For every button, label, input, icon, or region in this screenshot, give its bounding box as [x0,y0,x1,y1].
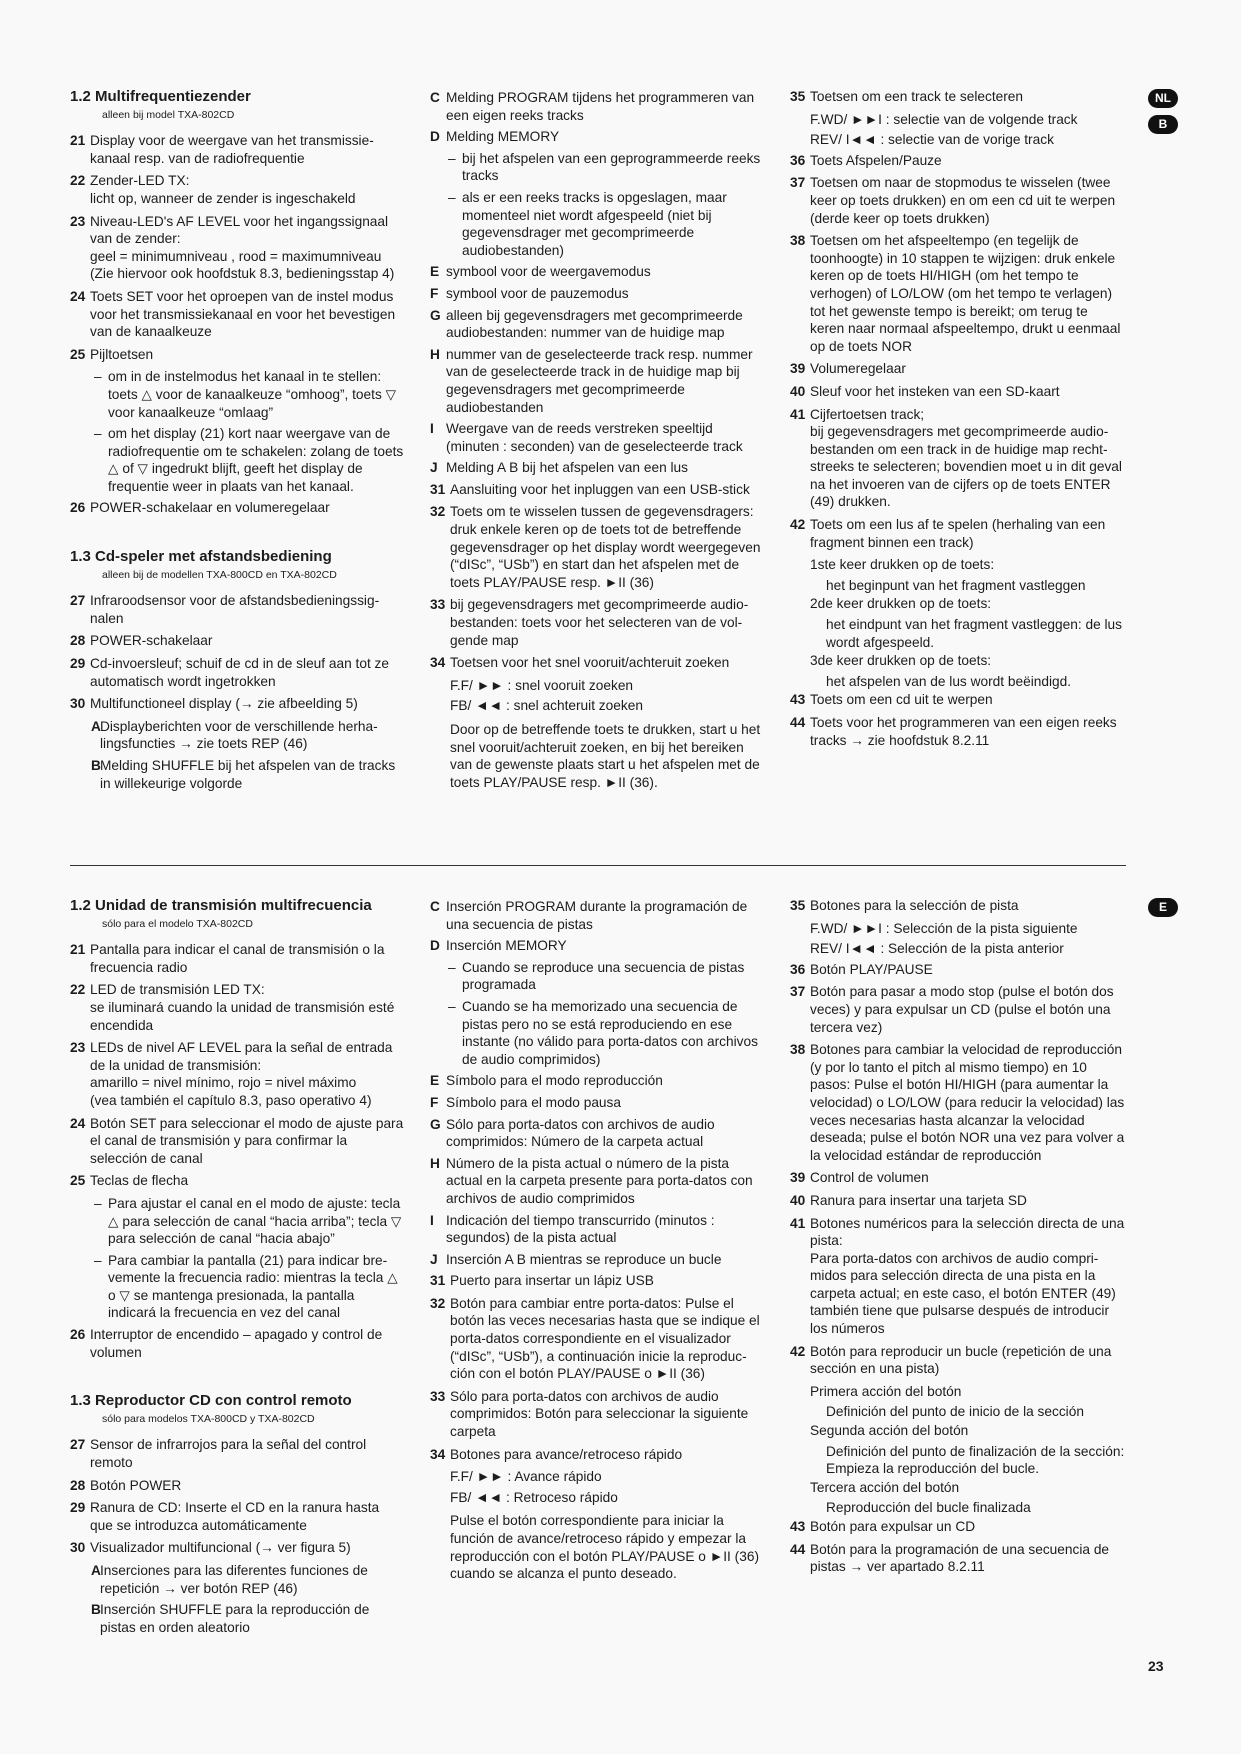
es-column-3 [790,897,1125,1581]
list-subitem: F.WD/ ►►I : selectie van de volgende track [810,111,1078,127]
list-item: 34 Botones para avance/retroceso rápido [430,1446,683,1462]
list-subitem: B Melding SHUFFLE bij het afspelen van de tracks in willekeurige volgorde [91,758,396,791]
list-item: 24 Toets SET voor het oproepen van de instel modus voor het transmissiekanaal en voor het bevestigen van de kanaalkeuze [70,288,396,340]
list-subitem: Definición del punto de inicio de la sección [826,1404,1084,1420]
list-subitem: – Cuando se ha memorizado una secuencia de pistas pero no se está reproduciendo en ese instante (no válido para porta-datos con archivos de audio comprimidos) [448,998,758,1067]
list-subitem: F.WD/ ►►I : Selección de la pista siguiente [810,920,1078,936]
list-item: 32 Botón para cambiar entre porta-datos: Pulse el botón las veces necesarias hasta que se indique el porta-datos correspondiente en el visualizador (“dISc”, “USb”), a continuación inicie la reproducción con el botón PLAY/PAUSE o ►II (36) [430,1295,760,1382]
list-item: 36 Botón PLAY/PAUSE [790,961,933,977]
list-item: 42 Toets om een lus af te spelen (herhaling van een fragment binnen een track) [790,517,1106,550]
paragraph: Pulse el botón correspondiente para iniciar la función de avance/retroceso rápido y empezar la reproducción con el botón PLAY/PAUSE o ►II (36) cuando se alcanza el punto deseado. [450,1513,760,1582]
list-item: 33 Sólo para porta-datos con archivos de audio comprimidos: Botón para seleccionar la siguiente carpeta [430,1388,749,1440]
list-item: 22 Zender-LED TX: licht op, wanneer de zender is ingeschakeld [70,173,356,206]
list-item: 35 Toetsen om een track te selecteren [790,89,1024,104]
list-subitem: F symbool voor de pauzemodus [430,285,629,301]
list-item: 40 Ranura para insertar una tarjeta SD [790,1192,1027,1208]
list-subitem: – om het display (21) kort naar weergave van de radiofrequentie om te schakelen: zolang de toets △ of ▽ ingedrukt blijft, geeft het display de frequentie weer in plaats van het kanaal. [94,426,404,494]
list-item: 34 Toetsen voor het snel vooruit/achteruit zoeken [430,655,730,671]
list-subitem: F.F/ ►► : Avance rápido [450,1469,602,1485]
list-item: 37 Botón para pasar a modo stop (pulse el botón dos veces) y para expulsar un CD (pulse el botón una tercera vez) [790,984,1114,1035]
section-title: 1.2 Unidad de transmisión multifrecuencia [70,897,372,914]
list-item: 30 Multifunctioneel display (→ zie afbeelding 5) [70,696,358,712]
list-subitem: het eindpunt van het fragment vastleggen: de lus wordt afgespeeld. [826,617,1123,650]
es-column-2 [430,897,765,1583]
list-subitem: C Melding PROGRAM tijdens het programmeren van een eigen reeks tracks [430,90,755,123]
list-subitem: D Melding MEMORY [430,129,560,145]
list-item: 33 bij gegevensdragers met gecomprimeerde audiobestanden: toets voor het selecteren van de volgende map [430,597,749,648]
list-subitem: Segunda acción del botón [810,1423,969,1439]
list-subitem: H nummer van de geselecteerde track resp. nummer van de geselecteerde track in de huidige map bij gegevensdragers met gecomprimeerde audiobestanden [430,346,753,415]
list-subitem: J Melding A B bij het afspelen van een lus [430,460,688,476]
section-title: 1.2 Multifrequentiezender [70,88,251,105]
list-subitem: FB/ ◄◄ : snel achteruit zoeken [450,698,643,714]
list-item: 27 Infraroodsensor voor de afstandsbedieningssignalen [70,593,380,626]
section-title: 1.3 Cd-speler met afstandsbediening [70,548,332,566]
list-subitem: – bij het afspelen van een geprogrammeerde reeks tracks [448,150,761,184]
list-subitem: – Para ajustar el canal en el modo de ajuste: tecla △ para selección de canal “hacia arriba”; tecla ▽ para selección de canal “hacia abajo” [94,1195,402,1247]
list-subitem: – Cuando se reproduce una secuencia de pistas programada [448,959,745,993]
list-item: 29 Cd-invoersleuf; schuif de cd in de sleuf aan tot ze automatisch wordt ingetrokken [70,656,390,689]
list-item: 37 Toetsen om naar de stopmodus te wisselen (twee keer op toets drukken) en om een cd uit te werpen (derde keer op toets drukken) [790,175,1116,226]
list-item: 29 Ranura de CD: Inserte el CD en la ranura hasta que se introduzca automáticamente [70,1500,380,1533]
list-subitem: REV/ I◄◄ : Selección de la pista anterior [810,941,1064,957]
list-item: 41 Cijfertoetsen track; bij gegevensdragers met gecomprimeerde audiobestanden om een track in de huidige map rechtstreeks te selecteren; bovendien moet u in dit geval na het invoeren van de cijfers op de toets ENTER (49) drukken. [790,406,1122,510]
list-subitem: E symbool voor de weergavemodus [430,264,651,280]
list-subitem: G Sólo para porta-datos con archivos de audio comprimidos: Número de la carpeta actual [430,1116,715,1150]
list-item: 26 POWER-schakelaar en volumeregelaar [70,500,330,516]
list-subitem: I Indicación del tiempo transcurrido (minutos : segundos) de la pista actual [430,1212,715,1246]
list-item: 44 Toets voor het programmeren van een eigen reeks tracks → zie hoofdstuk 8.2.11 [790,715,1117,748]
list-item: 25 Teclas de flecha [70,1173,189,1189]
list-item: 30 Visualizador multifuncional (→ ver figura 5) [70,1540,351,1556]
language-badge-e: E [1148,898,1178,917]
list-item: 32 Toets om te wisselen tussen de gegevensdragers: druk enkele keren op de toets tot de betreffende gegevensdrager op het display wordt weergegeven (“dISc”, “USb”) en start dan het afspelen met de toets PLAY/PAUSE resp. ►II (36) [430,504,761,590]
list-item: 39 Volumeregelaar [790,361,906,377]
list-item: 43 Toets om een cd uit te werpen [790,692,993,708]
list-subitem: – als er een reeks tracks is opgeslagen, maar momenteel niet wordt afgespeeld (niet bij gegevensdrager met gecomprimeerde audiobestanden) [448,189,727,258]
list-item: 31 Puerto para insertar un lápiz USB [430,1273,654,1289]
list-item: 25 Pijltoetsen [70,346,154,362]
list-subitem: B Inserción SHUFFLE para la reproducción de pistas en orden aleatorio [91,1602,370,1635]
list-subitem: 2de keer drukken op de toets: [810,596,992,612]
section-title: 1.3 Reproductor CD con control remoto [70,1392,352,1410]
list-item: 40 Sleuf voor het insteken van een SD-kaart [790,383,1060,399]
list-item: 31 Aansluiting voor het inpluggen van een USB-stick [430,481,750,497]
list-subitem: E Símbolo para el modo reproducción [430,1073,663,1089]
list-item: 23 Niveau-LED's AF LEVEL voor het ingangssignaal van de zender: geel = minimumniveau , rood = maximumniveau (Zie hiervoor ook hoofdstuk 8.3, bedieningsstap 4) [70,213,395,282]
list-item: 35 Botones para la selección de pista [790,898,1019,913]
list-subitem: Primera acción del botón [810,1383,962,1399]
language-badge-nl: NL [1148,89,1178,108]
list-subitem: G alleen bij gegevensdragers met gecomprimeerde audiobestanden: nummer van de huidige map [430,307,743,341]
list-subitem: – om in de instelmodus het kanaal in te stellen: toets △ voor de kanaalkeuze “omhoog”, toets ▽ voor kanaalkeuze “omlaag” [94,369,397,420]
list-item: 43 Botón para expulsar un CD [790,1519,976,1534]
list-subitem: Tercera acción del botón [810,1479,960,1495]
list-subitem: A Displayberichten voor de verschillende herhalingsfuncties → zie toets REP (46) [91,718,378,752]
list-subitem: H Número de la pista actual o número de la pista actual en la carpeta presente para porta-datos con archivos de audio comprimidos [430,1155,753,1206]
nl-column-1 [70,88,405,796]
list-item: 21 Display voor de weergave van het transmissiekanaal resp. van de radiofrequentie [70,133,374,166]
es-column-1 [70,897,405,1640]
list-item: 21 Pantalla para indicar el canal de transmisión o la frecuencia radio [70,942,385,975]
list-item: 38 Toetsen om het afspeeltempo (en tegelijk de toonhoogte) in 10 stappen te wijzigen: druk enkele keren op de toets HI/HIGH (om het tempo te verhogen) of LO/LOW (om het tempo te verlagen) tot het gewenste tempo is bereikt; om terug te keren naar normaal afspeeltempo, drukt u eenmaal op de toets NOR [790,233,1121,354]
list-item: 22 LED de transmisión LED TX: se iluminará cuando la unidad de transmisión esté encendida [70,982,395,1033]
list-item: 41 Botones numéricos para la selección directa de una pista: Para porta-datos con archivos de audio comprimidos para selección directa de una pista en la carpeta actual; en este caso, el botón ENTER (49) también tiene que pulsarse después de introducir los números [790,1215,1125,1337]
section-subtitle: sólo para modelos TXA-800CD y TXA-802CD [102,1412,315,1425]
section-divider [70,865,1126,866]
list-item: 24 Botón SET para seleccionar el modo de ajuste para el canal de transmisión y para confirmar la selección de canal [70,1115,404,1166]
list-subitem: I Weergave van de reeds verstreken speeltijd (minuten : seconden) van de geselecteerde track [430,421,743,454]
list-subitem: Definición del punto de finalización de la sección: Empieza la reproducción del bucle. [826,1443,1125,1477]
list-subitem: FB/ ◄◄ : Retroceso rápido [450,1489,618,1505]
section-subtitle: alleen bij de modellen TXA-800CD en TXA-802CD [102,568,337,581]
list-subitem: F Símbolo para el modo pausa [430,1094,622,1110]
list-subitem: J Inserción A B mientras se reproduce un bucle [430,1251,722,1267]
list-subitem: 3de keer drukken op de toets: [810,653,992,669]
list-subitem: C Inserción PROGRAM durante la programación de una secuencia de pistas [430,899,748,932]
list-item: 39 Control de volumen [790,1170,929,1186]
list-subitem: Reproducción del bucle finalizada [826,1500,1031,1516]
list-item: 26 Interruptor de encendido – apagado y control de volumen [70,1327,383,1360]
list-item: 44 Botón para la programación de una secuencia de pistas → ver apartado 8.2.11 [790,1541,1110,1575]
list-item: 36 Toets Afspelen/Pauze [790,152,942,168]
list-subitem: het beginpunt van het fragment vastleggen [826,577,1086,593]
page-number: 23 [1148,1658,1164,1674]
list-subitem: D Inserción MEMORY [430,938,567,954]
section-subtitle: alleen bij model TXA-802CD [102,108,235,121]
list-item: 42 Botón para reproducir un bucle (repetición de una sección en una pista) [790,1343,1112,1377]
list-item: 28 Botón POWER [70,1477,182,1493]
language-badge-b: B [1148,115,1178,134]
list-subitem: A Inserciones para las diferentes funciones de repetición → ver botón REP (46) [91,1563,368,1596]
list-subitem: – Para cambiar la pantalla (21) para indicar brevemente la frecuencia radio: mientras la tecla △ o ▽ se mantenga presionada, la pantalla indicará la frecuencia en vez del canal [94,1252,398,1321]
section-subtitle: sólo para el modelo TXA-802CD [102,917,253,930]
list-subitem: REV/ I◄◄ : selectie van de vorige track [810,132,1054,148]
list-item: 38 Botones para cambiar la velocidad de reproducción (y por lo tanto el pitch al mismo tiempo) en 10 pasos: Pulse el botón HI/HIGH (para aumentar la velocidad) o LO/LOW (para reducir la velocidad) las veces necesarias hasta alcanzar la velocidad deseada; pulse el botón NOR una vez para volver a la velocidad estándar de reproducción [790,1042,1125,1163]
list-subitem: het afspelen van de lus wordt beëindigd. [826,673,1072,689]
list-subitem: F.F/ ►► : snel vooruit zoeken [450,677,634,693]
list-subitem: 1ste keer drukken op de toets: [810,557,995,573]
paragraph: Door op de betreffende toets te drukken, start u het snel vooruit/achteruit zoeken, en bij het bereiken van de gewenste plaats start u het afspelen met de toets PLAY/PAUSE resp. ►II (36). [450,722,761,790]
nl-column-3 [790,88,1125,754]
list-item: 27 Sensor de infrarrojos para la señal del control remoto [70,1437,367,1471]
list-item: 23 LEDs de nivel AF LEVEL para la señal de entrada de la unidad de transmisión: amarillo = nivel mínimo, rojo = nivel máximo (vea también el capítulo 8.3, paso operativo 4) [70,1040,393,1108]
nl-column-2 [430,88,765,791]
list-item: 28 POWER-schakelaar [70,633,213,649]
